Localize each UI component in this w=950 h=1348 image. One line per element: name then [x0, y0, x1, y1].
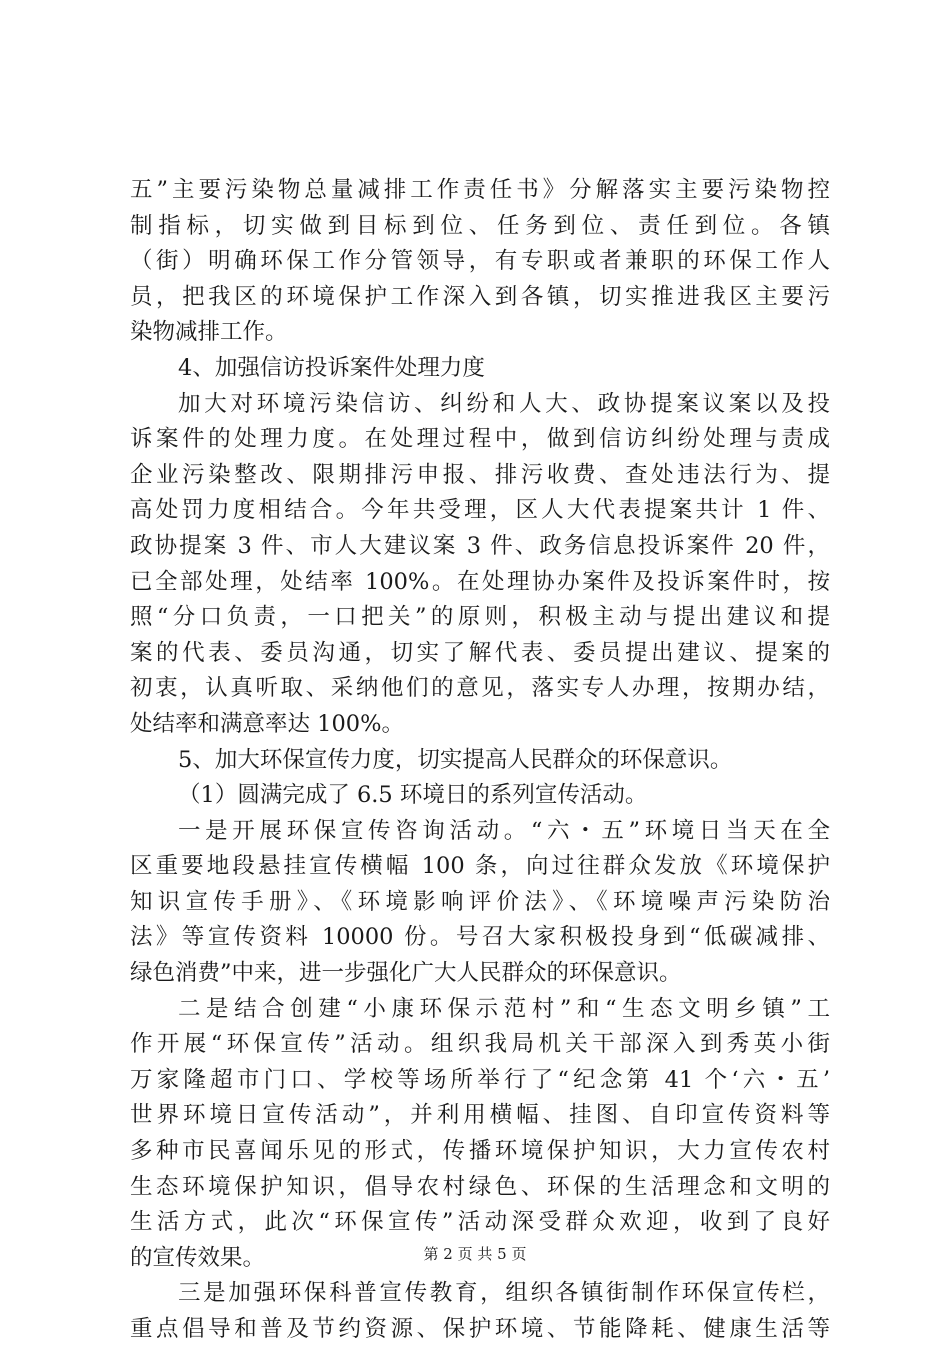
- text-line: （街）明确环保工作分管领导，有专职或者兼职的环保工作人: [130, 248, 830, 275]
- text-line: 重点倡导和普及节约资源、保护环境、节能降耗、健康生活等: [130, 1316, 830, 1342]
- text-line: 作开展“环保宣传”活动。组织我局机关干部深入到秀英小街: [130, 1031, 830, 1058]
- text-line: 初衷，认真听取、采纳他们的意见，落实专人办理，按期办结，: [130, 675, 830, 702]
- text-line: 已全部处理，处结率 100%。在处理协办案件及投诉案件时，按: [130, 568, 830, 595]
- text-line: 员，把我区的环境保护工作深入到各镇，切实推进我区主要污: [130, 283, 830, 310]
- text-line: 5、加大环保宣传力度，切实提高人民群众的环保意识。: [178, 746, 733, 773]
- text-line: 生活方式，此次“环保宣传”活动深受群众欢迎，收到了良好: [130, 1209, 830, 1236]
- text-line: 4、加强信访投诉案件处理力度: [178, 354, 485, 381]
- text-line: 处结率和满意率达 100%。: [130, 710, 404, 737]
- text-line: 世界环境日宣传活动”，并利用横幅、挂图、自印宣传资料等: [130, 1102, 830, 1129]
- text-line: 绿色消费”中来，进一步强化广大人民群众的环保意识。: [130, 960, 682, 987]
- text-line: 二是结合创建“小康环保示范村”和“生态文明乡镇”工: [178, 995, 830, 1022]
- text-line: 企业污染整改、限期排污申报、排污收费、查处违法行为、提: [130, 461, 830, 488]
- text-line: 一是开展环保宣传咨询活动。“六・五”环境日当天在全: [178, 817, 830, 844]
- text-line: 政协提案 3 件、市人大建议案 3 件、政务信息投诉案件 20 件，: [130, 532, 830, 559]
- text-line: 万家隆超市门口、学校等场所举行了“纪念第 41 个‘六・五’: [130, 1066, 830, 1093]
- text-line: 生态环境保护知识，倡导农村绿色、环保的生活理念和文明的: [130, 1173, 830, 1200]
- text-line: 多种市民喜闻乐见的形式，传播环境保护知识，大力宣传农村: [130, 1138, 830, 1165]
- text-line: 照“分口负责，一口把关”的原则，积极主动与提出建议和提: [130, 604, 830, 631]
- text-line: （1）圆满完成了 6.5 环境日的系列宣传活动。: [178, 782, 648, 809]
- text-line: 制指标，切实做到目标到位、任务到位、责任到位。各镇: [130, 212, 830, 239]
- text-line: 加大对环境污染信访、纠纷和人大、政协提案议案以及投: [178, 390, 830, 417]
- page-footer: 第 2 页 共 5 页: [423, 1245, 527, 1263]
- document-body: [130, 173, 830, 1348]
- text-line: 诉案件的处理力度。在处理过程中，做到信访纠纷处理与责成: [130, 426, 830, 453]
- text-line: 染物减排工作。: [130, 319, 288, 346]
- text-line: 案的代表、委员沟通，切实了解代表、委员提出建议、提案的: [130, 639, 830, 666]
- text-line: 法》等宣传资料 10000 份。号召大家积极投身到“低碳减排、: [130, 924, 830, 951]
- text-line: 三是加强环保科普宣传教育，组织各镇街制作环保宣传栏，: [178, 1280, 830, 1307]
- text-line: 高处罚力度相结合。今年共受理，区人大代表提案共计 1 件、: [130, 497, 830, 524]
- text-line: 的宣传效果。: [130, 1244, 266, 1271]
- text-line: 知识宣传手册》、《环境影响评价法》、《环境噪声污染防治: [130, 888, 830, 915]
- text-line: 五”主要污染物总量减排工作责任书》分解落实主要污染物控: [130, 177, 830, 203]
- text-line: 区重要地段悬挂宣传横幅 100 条，向过往群众发放《环境保护: [130, 853, 830, 880]
